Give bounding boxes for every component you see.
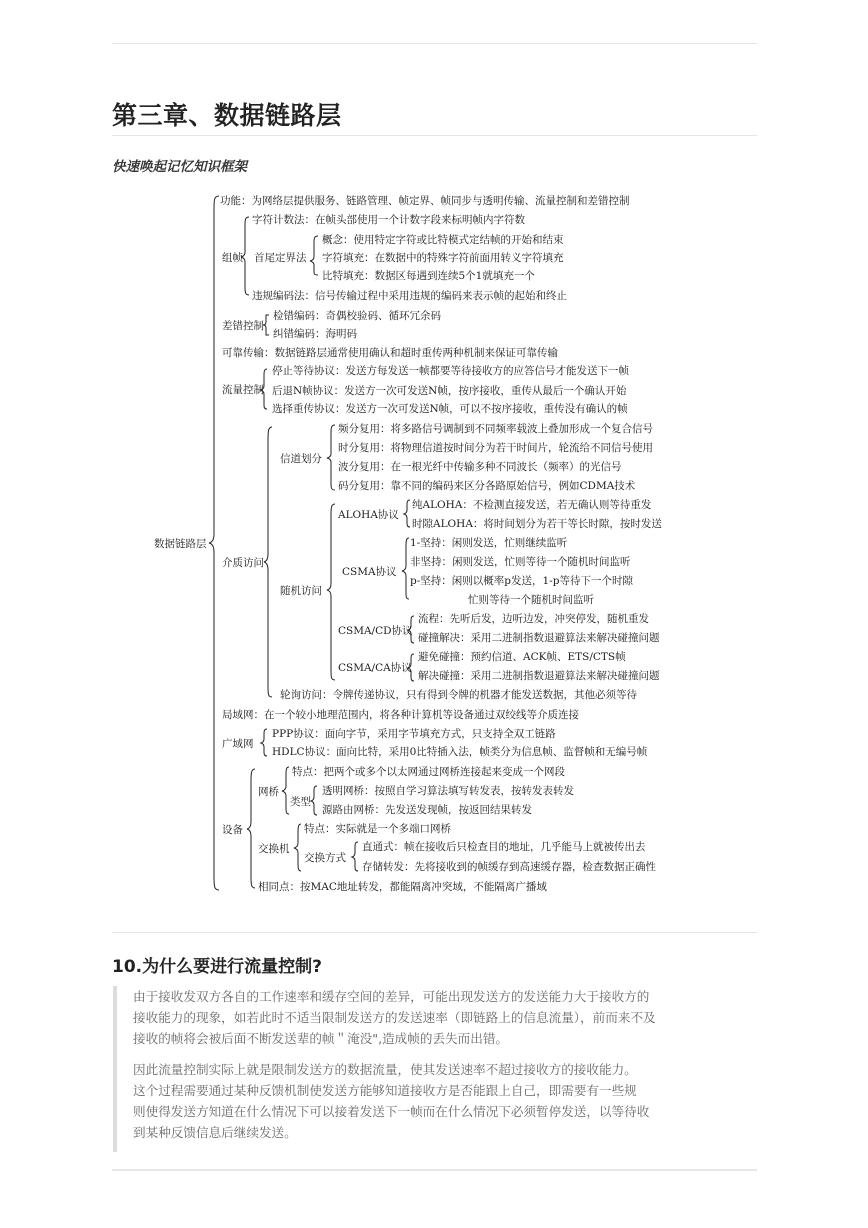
mm-jhj-tedian: 特点：实际就是一个多端口网桥 [304, 823, 451, 835]
mm-hdlc: HDLC协议：面向比特，采用0比特插入法，帧类分为信息帧、监督帧和无编号帧 [272, 746, 648, 758]
mm-zifutianchong: 字符填充：在数据中的特殊字符前面用转义字符填充 [322, 252, 564, 264]
brace-root [209, 196, 219, 890]
answer-line: 则使得发送方知道在什么情况下可以接着发送下一帧而在什么情况下必须暂停发送，以等待收 [133, 1104, 650, 1119]
top-divider [112, 43, 757, 44]
mm-shouwei: 首尾定界法 [254, 252, 307, 264]
brace-jiaohuanfs [352, 842, 358, 871]
mm-juyuwang: 局域网：在一个较小地理范围内，将各种计算机等设备通过双绞线等介质连接 [222, 709, 579, 721]
mm-jiancuo: 检错编码：奇偶校验码、循环冗余码 [273, 310, 441, 322]
mm-chacuo: 差错控制 [222, 320, 264, 332]
brace-xindao [327, 425, 335, 490]
mm-bimian: 避免碰撞：预约信道、ACK帧、ETS/CTS帧 [418, 651, 626, 663]
mm-shixialoha: 时隙ALOHA：将时间划分为若干等长时隙，按时发送 [412, 518, 662, 530]
question-heading: 10.为什么要进行流量控制? [112, 957, 322, 977]
mm-jiejue: 解决碰撞：采用二进制指数退避算法来解决碰撞问题 [418, 670, 660, 682]
answer-line: 接收能力的现象，如若此时不适当限制发送方的发送速率（即链路上的信息流量），前而来不及 [133, 1010, 656, 1025]
brace-aloha [404, 500, 410, 527]
mm-mafen: 码分复用：靠不同的编码来区分各路原始信号，例如CDMA技术 [338, 480, 636, 492]
answer-line: 由于接收发双方各自的工作速率和缓存空间的差异，可能出现发送方的发送能力大于接收方的 [133, 989, 650, 1004]
mm-touming: 透明网桥：按照自学习算法填写转发表，按转发表转发 [322, 785, 574, 797]
mm-guangyu: 广域网 [222, 738, 254, 750]
mm-ppp: PPP协议：面向字节，采用字节填充方式，只支持全双工链路 [272, 728, 556, 740]
mm-pjianchi: p-坚持：闲则以概率p发送，1-p等待下一个时隙 [410, 575, 633, 587]
mm-liuliang: 流量控制 [222, 384, 264, 396]
mm-xuanze: 选择重传协议：发送方一次可发送N帧，可以不按序接收，重传没有确认的帧 [272, 403, 628, 415]
mm-feijianchi: 非坚持：闲则发送，忙则等待一个随机时间监听 [410, 556, 631, 568]
answer-line: 这个过程需要通过某种反馈机制使发送方能够知道接收方是否能跟上自己，即需要有一些规 [133, 1083, 637, 1098]
mm-suiji: 随机访问 [280, 585, 322, 597]
mm-csmacd: CSMA/CD协议 [338, 625, 413, 637]
answer-line: 因此流量控制实际上就是限制发送方的数据流量，使其发送速率不超过接收方的接收能力。 [133, 1062, 637, 1077]
mm-bofen: 波分复用：在一根光纤中传输多种不同波长（频率）的光信号 [338, 461, 622, 473]
brace-csma [402, 538, 409, 599]
mm-gongneng: 功能：为网络层提供服务、链路管理、帧定界、帧同步与透明传输、流量控制和差错控制 [220, 195, 630, 207]
mm-zhitong: 直通式：帧在接收后只检查目的地址，几乎能马上就被传出去 [362, 841, 646, 853]
mm-jiezhi: 介质访问 [222, 557, 264, 569]
mm-pengzhuangjj: 碰撞解决：采用二进制指数退避算法来解决碰撞问题 [418, 632, 660, 644]
mm-tingzhi: 停止等待协议：发送方每发送一帧都要等待接收方的应答信号才能发送下一帧 [272, 365, 629, 377]
mm-aloha: ALOHA协议 [338, 509, 399, 521]
mm-zifujishu: 字符计数法：在帧头部使用一个计数字段来标明帧内字符数 [252, 214, 525, 226]
mm-chunaloha: 纯ALOHA：不检测直接发送，若无确认则等待重发 [412, 499, 652, 511]
chapter-title: 第三章、数据链路层 [112, 101, 342, 130]
section-subtitle: 快速唤起记忆知识框架 [112, 159, 247, 175]
brace-guangyu [261, 729, 267, 756]
mm-1jianchi: 1-坚持：闲则发送，忙则继续监听 [410, 537, 568, 549]
section-divider [112, 932, 757, 933]
mm-liucheng: 流程：先听后发，边听边发，冲突停发，随机重发 [418, 613, 649, 625]
mm-shifen: 时分复用：将物理信道按时间分为若干时间片，轮流给不同信号使用 [338, 442, 653, 454]
answer-blockquote [113, 986, 749, 1152]
mm-xiangtong: 相同点：按MAC地址转发，都能隔离冲突域，不能隔离广播域 [258, 881, 547, 893]
mm-houtui: 后退N帧协议：发送方一次可发送N帧，按序接收，重传从最后一个确认开始 [272, 385, 627, 397]
bottom-divider [112, 1169, 757, 1171]
answer-paragraph-1 [133, 986, 749, 1049]
mm-wangqiao: 网桥 [258, 786, 279, 798]
mm-pinfen: 频分复用：将多路信号调制到不同频率载波上叠加形成一个复合信号 [338, 423, 653, 435]
brace-suiji [327, 504, 335, 680]
brace-jiaohuanji [294, 824, 301, 871]
mindmap-diagram [112, 186, 712, 901]
mm-csmaca: CSMA/CA协议 [338, 662, 412, 674]
brace-wangqiao [282, 767, 289, 814]
mm-xindao: 信道划分 [280, 453, 322, 465]
mm-jiucuo: 纠错编码：海明码 [273, 328, 357, 340]
mm-jiaohuanji: 交换机 [258, 843, 290, 855]
mm-jiaohuanfs: 交换方式 [304, 852, 346, 864]
mm-wq-tedian: 特点：把两个或多个以太网通过网桥连接起来变成一个网段 [292, 766, 565, 778]
mm-pjianchi-2: 忙则等待一个随机时间监听 [468, 594, 594, 606]
mm-bitetianchong: 比特填充：数据区每遇到连续5个1就填充一个 [322, 270, 535, 282]
mm-root: 数据链路层 [154, 538, 207, 550]
mm-lunxun: 轮询访问：令牌传递协议，只有得到令牌的机器才能发送数据，其他必须等待 [280, 689, 637, 701]
mm-gainian: 概念：使用特定字符或比特模式定结帧的开始和结束 [322, 234, 564, 246]
mm-csma: CSMA协议 [342, 566, 397, 578]
mm-zuzhen: 组帧 [222, 252, 243, 264]
brace-shebei [247, 769, 255, 888]
answer-line: 接收的帧将会被后面不断发送辈的帧＂淹没",造成帧的丢失而出错。 [133, 1031, 509, 1046]
mm-shebei: 设备 [222, 824, 243, 836]
title-divider [112, 135, 757, 136]
mm-weigui: 违规编码法：信号传输过程中采用违规的编码来表示帧的起始和终止 [252, 290, 567, 302]
answer-paragraph-2 [133, 1059, 749, 1143]
mm-cunchu: 存储转发：先将接收到的帧缓存到高速缓存器，检查数据正确性 [362, 861, 656, 873]
answer-line: 到某种反馈信息后继续发送。 [133, 1125, 297, 1140]
brace-leixing [311, 786, 317, 815]
brace-shouwei [310, 236, 318, 275]
mm-leixing: 类型 [290, 796, 311, 808]
mm-yuanluyou: 源路由网桥：先发送发现帧，按返回结果转发 [322, 804, 532, 816]
mm-kekao: 可靠传输：数据链路层通常使用确认和超时重传两种机制来保证可靠传输 [222, 347, 558, 359]
brace-jiezhi [264, 427, 272, 697]
